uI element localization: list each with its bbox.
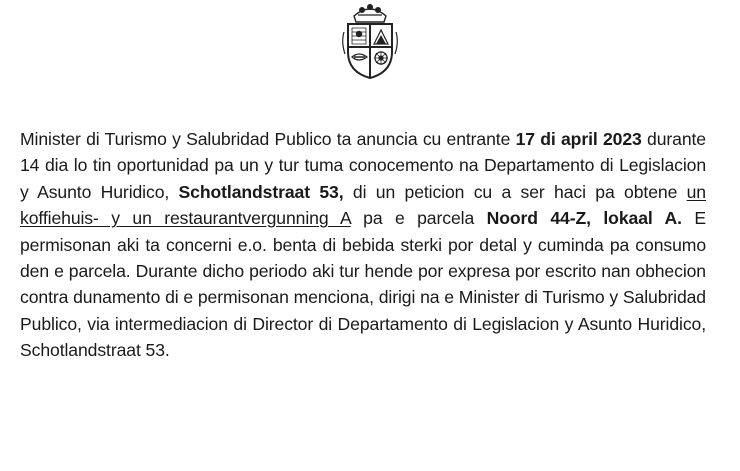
intro-text: Minister di Turismo y Salubridad Publico ta anuncia cu entrante xyxy=(20,129,516,149)
notice-paragraph xyxy=(20,126,706,364)
objection-text: E permisonan aki ta concerni e.o. benta di bebida sterki por detal y cuminda pa consumo den e parcela. Durante dicho periodo aki tur hende por expresa por escrito nan obhecion contra dunamento di e permisonan menciona, dirigi na e Minister di Turismo y Salubridad Publico, via intermediacion di Director di Departamento di Legislacion y Asunto Huridico, Schotlandstraat 53. xyxy=(20,208,706,361)
permit-type: un koffiehuis- y un restaurantvergunning A xyxy=(20,181,706,229)
department-text: durante 14 dia lo tin oportunidad pa un y tur tuma conocemento na Departamento di Legislacion y Asunto Huridico, xyxy=(20,129,706,202)
parcel-location: Noord 44-Z, lokaal A. xyxy=(486,208,682,229)
coat-of-arms-seal-icon xyxy=(340,2,400,80)
parcel-intro-text: pa e parcela xyxy=(350,208,487,229)
notice-date: 17 di april 2023 xyxy=(515,129,642,149)
petition-text: di un peticion cu a ser haci pa obtene xyxy=(343,181,687,202)
department-address: Schotlandstraat 53, xyxy=(178,181,344,202)
